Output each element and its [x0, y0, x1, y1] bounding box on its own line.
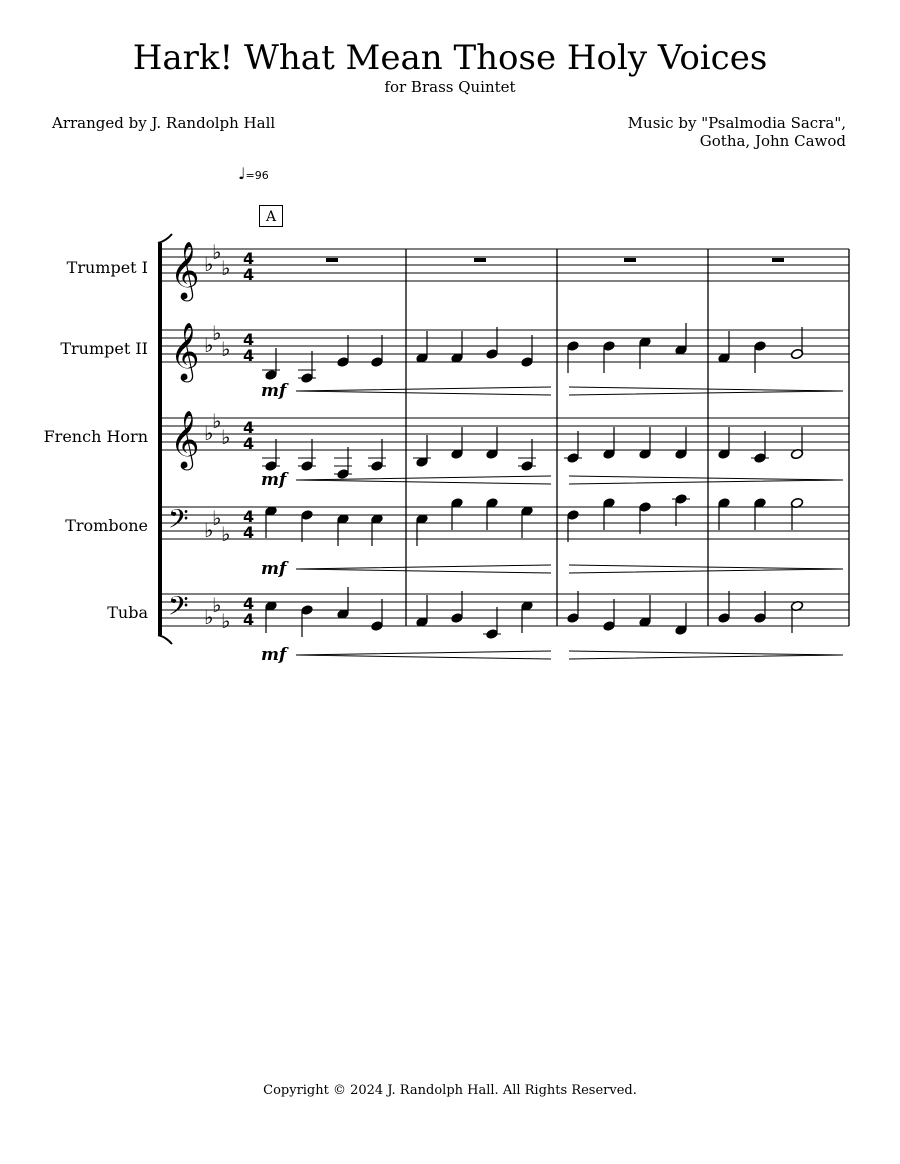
quarter-note	[450, 427, 463, 460]
whole-rest	[624, 258, 636, 262]
flat-icon: ♭	[212, 409, 222, 433]
quarter-note	[602, 497, 615, 530]
instrument-label-french-horn: French Horn	[43, 427, 148, 446]
quarter-note	[674, 427, 687, 460]
quarter-note	[717, 591, 730, 624]
half-note	[790, 327, 803, 360]
time-signature-denominator: 4	[243, 265, 255, 284]
quarter-note	[672, 493, 690, 526]
score-subtitle: for Brass Quintet	[384, 78, 516, 96]
treble-clef-icon: 𝄞	[170, 322, 200, 380]
quarter-note	[450, 497, 463, 530]
time-signature-numerator: 4	[243, 594, 255, 613]
treble-clef-icon: 𝄞	[170, 241, 200, 299]
quarter-note	[638, 595, 651, 628]
dynamic-marking: mf	[261, 381, 287, 401]
quarter-note	[485, 427, 498, 460]
crescendo-hairpin	[296, 651, 551, 659]
quarter-note	[300, 604, 313, 637]
quarter-note	[751, 431, 769, 464]
time-signature-numerator: 4	[243, 330, 255, 349]
diminuendo-hairpin	[569, 476, 843, 484]
flat-icon: ♭	[212, 506, 222, 530]
quarter-note	[638, 427, 651, 460]
flat-icon: ♭	[212, 240, 222, 264]
staff	[162, 418, 849, 450]
staff	[162, 330, 849, 362]
crescendo-hairpin	[296, 565, 551, 573]
staff	[162, 249, 849, 281]
staff	[162, 507, 849, 539]
crescendo-hairpin	[296, 476, 551, 484]
quarter-note	[638, 336, 651, 369]
diminuendo-hairpin	[569, 651, 843, 659]
bass-clef-icon: 𝄢	[168, 503, 189, 541]
quarter-note	[602, 340, 615, 373]
quarter-note	[566, 340, 579, 373]
composer-line-1: Music by "Psalmodia Sacra",	[627, 114, 846, 132]
quarter-note	[753, 591, 766, 624]
quarter-note	[336, 587, 349, 620]
flat-icon: ♭	[221, 609, 231, 633]
dynamic-marking: mf	[261, 559, 287, 579]
treble-clef-icon: 𝄞	[170, 410, 200, 468]
quarter-note	[450, 591, 463, 624]
dynamic-marking: mf	[261, 645, 287, 665]
quarter-note	[602, 599, 615, 632]
whole-rest	[474, 258, 486, 262]
quarter-note	[674, 603, 687, 636]
quarter-note	[336, 335, 349, 368]
quarter-note	[485, 497, 498, 530]
quarter-note	[450, 331, 463, 364]
quarter-note	[564, 431, 582, 464]
quarter-note	[298, 439, 316, 472]
time-signature-numerator: 4	[243, 249, 255, 268]
whole-rest	[772, 258, 784, 262]
quarter-note	[520, 505, 533, 538]
quarter-note	[334, 447, 352, 480]
instrument-label-trumpet-1: Trumpet I	[66, 258, 148, 277]
flat-icon: ♭	[212, 593, 222, 617]
staff	[162, 594, 849, 626]
quarter-note	[638, 501, 651, 534]
diminuendo-hairpin	[569, 387, 843, 395]
whole-rest	[326, 258, 338, 262]
quarter-note	[485, 327, 498, 360]
flat-icon: ♭	[221, 425, 231, 449]
quarter-note	[264, 505, 277, 538]
half-note	[790, 497, 803, 530]
flat-icon: ♭	[204, 421, 214, 445]
flat-icon: ♭	[212, 321, 222, 345]
half-note	[790, 427, 803, 460]
quarter-note	[566, 509, 579, 542]
copyright-notice: Copyright © 2024 J. Randolph Hall. All Rights Reserved.	[263, 1083, 637, 1098]
quarter-note	[717, 331, 730, 364]
quarter-note	[753, 497, 766, 530]
quarter-note	[368, 439, 386, 472]
flat-icon: ♭	[204, 333, 214, 357]
quarter-note	[370, 513, 383, 546]
instrument-label-trombone: Trombone	[65, 516, 148, 535]
quarter-note	[415, 331, 428, 364]
instrument-label-trumpet-2: Trumpet II	[60, 339, 148, 358]
tempo-value: =96	[245, 169, 269, 182]
quarter-note	[262, 348, 280, 381]
quarter-note	[717, 427, 730, 460]
bass-clef-icon: 𝄢	[168, 590, 189, 628]
composer-line-2: Gotha, John Cawod	[699, 132, 846, 150]
quarter-note	[415, 595, 428, 628]
arranger-credit: Arranged by J. Randolph Hall	[52, 114, 276, 132]
time-signature-numerator: 4	[243, 418, 255, 437]
quarter-note	[370, 599, 383, 632]
quarter-note	[262, 439, 280, 472]
quarter-note-icon: ♩	[238, 164, 246, 183]
flat-icon: ♭	[221, 337, 231, 361]
time-signature-denominator: 4	[243, 523, 255, 542]
time-signature-denominator: 4	[243, 434, 255, 453]
flat-icon: ♭	[204, 252, 214, 276]
flat-icon: ♭	[221, 256, 231, 280]
quarter-note	[520, 600, 533, 633]
quarter-note	[520, 335, 533, 368]
flat-icon: ♭	[221, 522, 231, 546]
time-signature-denominator: 4	[243, 346, 255, 365]
quarter-note	[518, 439, 536, 472]
crescendo-hairpin	[296, 387, 551, 395]
quarter-note	[415, 513, 428, 546]
flat-icon: ♭	[204, 605, 214, 629]
quarter-note	[300, 509, 313, 542]
quarter-note	[566, 591, 579, 624]
quarter-note	[674, 323, 687, 356]
diminuendo-hairpin	[569, 565, 843, 573]
quarter-note	[717, 497, 730, 530]
quarter-note	[336, 513, 349, 546]
quarter-note	[413, 435, 431, 468]
score-title: Hark! What Mean Those Holy Voices	[132, 38, 768, 78]
dynamic-marking: mf	[261, 470, 287, 490]
quarter-note	[602, 427, 615, 460]
time-signature-denominator: 4	[243, 610, 255, 629]
half-note	[790, 600, 803, 633]
quarter-note	[483, 607, 501, 640]
quarter-note	[753, 340, 766, 373]
instrument-label-tuba: Tuba	[107, 603, 148, 622]
quarter-note	[298, 351, 316, 384]
time-signature-numerator: 4	[243, 507, 255, 526]
flat-icon: ♭	[204, 518, 214, 542]
rehearsal-mark: A	[259, 205, 283, 227]
quarter-note	[370, 335, 383, 368]
quarter-note	[264, 600, 277, 633]
